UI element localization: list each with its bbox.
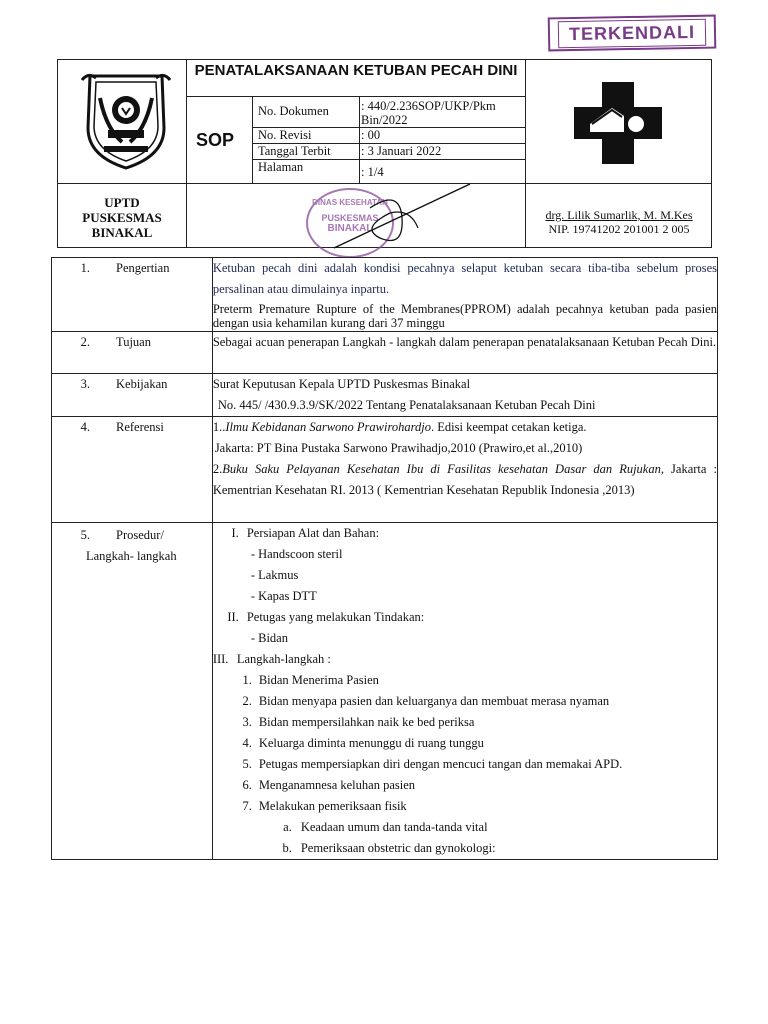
item-kapas: - Kapas DTT <box>251 586 711 607</box>
row-purpose: 2. Tujuan Sebagai acuan penerapan Langkah - langkah dalam penerapan penatalaksanaan Ketuban Pecah Dini. <box>52 332 718 374</box>
section-1-items <box>213 544 711 607</box>
health-cross-logo <box>572 80 664 166</box>
signature-scribble <box>330 178 480 263</box>
field-value-page: : 1/4 <box>361 165 384 179</box>
substep-b: b. Pemeriksaan obstetric dan gynokologi: <box>282 841 496 855</box>
section-1-title: I. Persiapan Alat dan Bahan: <box>231 526 380 540</box>
row-policy: 3. Kebijakan Surat Keputusan Kepala UPTD Puskesmas Binakal No. 445/ /430.9.3.9/SK/2022 Tentang Penatalaksanaan Ketuban Pecah Dini <box>52 374 718 417</box>
row-label-procedure: Prosedur/ <box>116 528 164 542</box>
row-definition: 1. Pengertian Ketuban pecah dini adalah kondisi pecahnya selaput ketuban secara tiba-tiba sebelum proses persalinan atau dimulainya inpartu. Preterm Premature Rupture of the Membranes(PPROM) adalah pecahnya ketuban pada pasien dengan usia kehamilan kurang dari 37 minggu <box>52 258 718 332</box>
purpose-paragraph: Sebagai acuan penerapan Langkah - langkah dalam penerapan penatalaksanaan Ketuban Pecah Dini. <box>212 335 717 349</box>
step-1: 1. Bidan Menerima Pasien <box>242 673 379 687</box>
regency-emblem-logo <box>78 68 174 172</box>
org-line-3: BINAKAL <box>91 225 153 240</box>
signer-name: drg. Lilik Sumarlik, M. M.Kes <box>545 208 693 222</box>
section-3-steps <box>213 670 711 859</box>
field-value-revision: : 00 <box>361 128 381 142</box>
field-value-doc-number: : 440/2.236SOP/UKP/Pkm Bin/2022 <box>361 99 496 127</box>
section-3-title: III. Langkah-langkah : <box>212 652 331 666</box>
step-6: 6. Menganamnesa keluhan pasien <box>242 778 416 792</box>
item-bidan: - Bidan <box>251 628 711 649</box>
document-title: PENATALAKSANAAN KETUBAN PECAH DINI <box>194 62 518 79</box>
section-2-title: II. Petugas yang melakukan Tindakan: <box>227 610 425 624</box>
field-label-page: Halaman <box>258 160 304 174</box>
policy-line-2: No. 445/ /430.9.3.9/SK/2022 Tentang Penatalaksanaan Ketuban Pecah Dini <box>217 398 596 412</box>
step-3: 3. Bidan mempersilahkan naik ke bed periksa <box>242 715 475 729</box>
section-2-items <box>213 628 711 649</box>
sop-label: SOP <box>196 130 235 150</box>
field-label-doc-number: No. Dokumen <box>258 104 329 118</box>
controlled-stamp-text: TERKENDALI <box>558 18 706 48</box>
row-label-references: Referensi <box>116 420 164 434</box>
policy-line-1: Surat Keputusan Kepala UPTD Puskesmas Binakal <box>212 377 471 391</box>
official-round-stamp: DINAS KESEHATAN PUSKESMAS BINAKAL <box>306 188 394 258</box>
substep-a: a. Keadaan umum dan tanda-tanda vital <box>283 820 488 834</box>
step-7: 7. Melakukan pemeriksaan fisik <box>242 799 407 813</box>
step-5: 5. Petugas mempersiapkan diri dengan mencuci tangan dan memakai APD. <box>242 757 623 771</box>
row-label-policy: Kebijakan <box>116 377 168 391</box>
row-references: 4. Referensi 1..Ilmu Kebidanan Sarwono Prawirohardjo. Edisi keempat cetakan ketiga. Jakarta: PT Bina Pustaka Sarwono Prawihadjo,2010 (Prawiro,et al.,2010) 2.Buku Saku Pelayanan Kesehatan Ibu di Fasilitas kesehatan Dasar dan Rujukan, Jakarta : Kementrian Kesehatan RI. 2013 ( Kementrian Kesehatan Republik Indonesia ,2013) <box>52 417 718 523</box>
signer-nip: NIP. 19741202 201001 2 005 <box>548 222 690 236</box>
definition-paragraph-2: Preterm Premature Rupture of the Membranes(PPROM) adalah pecahnya ketuban pada pasien dengan usia kehamilan kurang dari 37 minggu <box>212 302 717 330</box>
item-lakmus: - Lakmus <box>251 565 711 586</box>
row-procedure: 5. Prosedur/ Langkah- langkah I. Persiapan Alat dan Bahan: - Handscoon steril - Lakmus - Kapas DTT II. Petugas yang melakukan Tindakan: - Bidan III. Langkah-langkah : 1. Bidan Menerima Pasien 2. Bidan menyapa pasien dan keluarganya dan membuat merasa nyaman 3. Bidan mempersilahkan naik ke bed periksa 4. Keluarga diminta menunggu di ruang tunggu 5. Petugas mempersiapkan diri dengan mencuci tangan dan memakai APD. 6. Menganamnesa keluhan pasien 7. Melakukan pemeriksaan fisik a. Keadaan umum dan tanda-tanda vital b. Pemeriksaan obstetric dan gynokologi: <box>52 523 718 860</box>
org-line-1: UPTD <box>104 195 140 210</box>
step-4: 4. Keluarga diminta menunggu di ruang tunggu <box>242 736 484 750</box>
field-value-issue-date: : 3 Januari 2022 <box>361 144 442 158</box>
step-2: 2. Bidan menyapa pasien dan keluarganya dan membuat merasa nyaman <box>242 694 610 708</box>
org-line-2: PUSKESMAS <box>82 210 162 225</box>
reference-1-publisher: Jakarta: PT Bina Pustaka Sarwono Prawihadjo,2010 (Prawiro,et al.,2010) <box>214 441 583 455</box>
reference-1: 1..Ilmu Kebidanan Sarwono Prawirohardjo. Edisi keempat cetakan ketiga. <box>212 420 587 434</box>
field-label-revision: No. Revisi <box>258 128 312 142</box>
signer-block <box>526 208 712 236</box>
item-handscoon: - Handscoon steril <box>251 544 711 565</box>
sop-content-table <box>51 257 718 860</box>
row-label-definition: Pengertian <box>116 261 170 275</box>
reference-2: 2.Buku Saku Pelayanan Kesehatan Ibu di Fasilitas kesehatan Dasar dan Rujukan, Jakarta : Kementrian Kesehatan RI. 2013 ( Kementrian Kesehatan Republik Indonesia ,2013) <box>212 462 717 497</box>
row-label-procedure-2: Langkah- langkah <box>86 549 177 563</box>
row-label-purpose: Tujuan <box>116 335 151 349</box>
definition-paragraph-1: Ketuban pecah dini adalah kondisi pecahnya selaput ketuban secara tiba-tiba sebelum proses persalinan atau dimulainya inpartu. <box>212 261 717 296</box>
field-label-issue-date: Tanggal Terbit <box>258 144 331 158</box>
organization-name <box>60 195 184 240</box>
controlled-stamp <box>548 15 717 52</box>
